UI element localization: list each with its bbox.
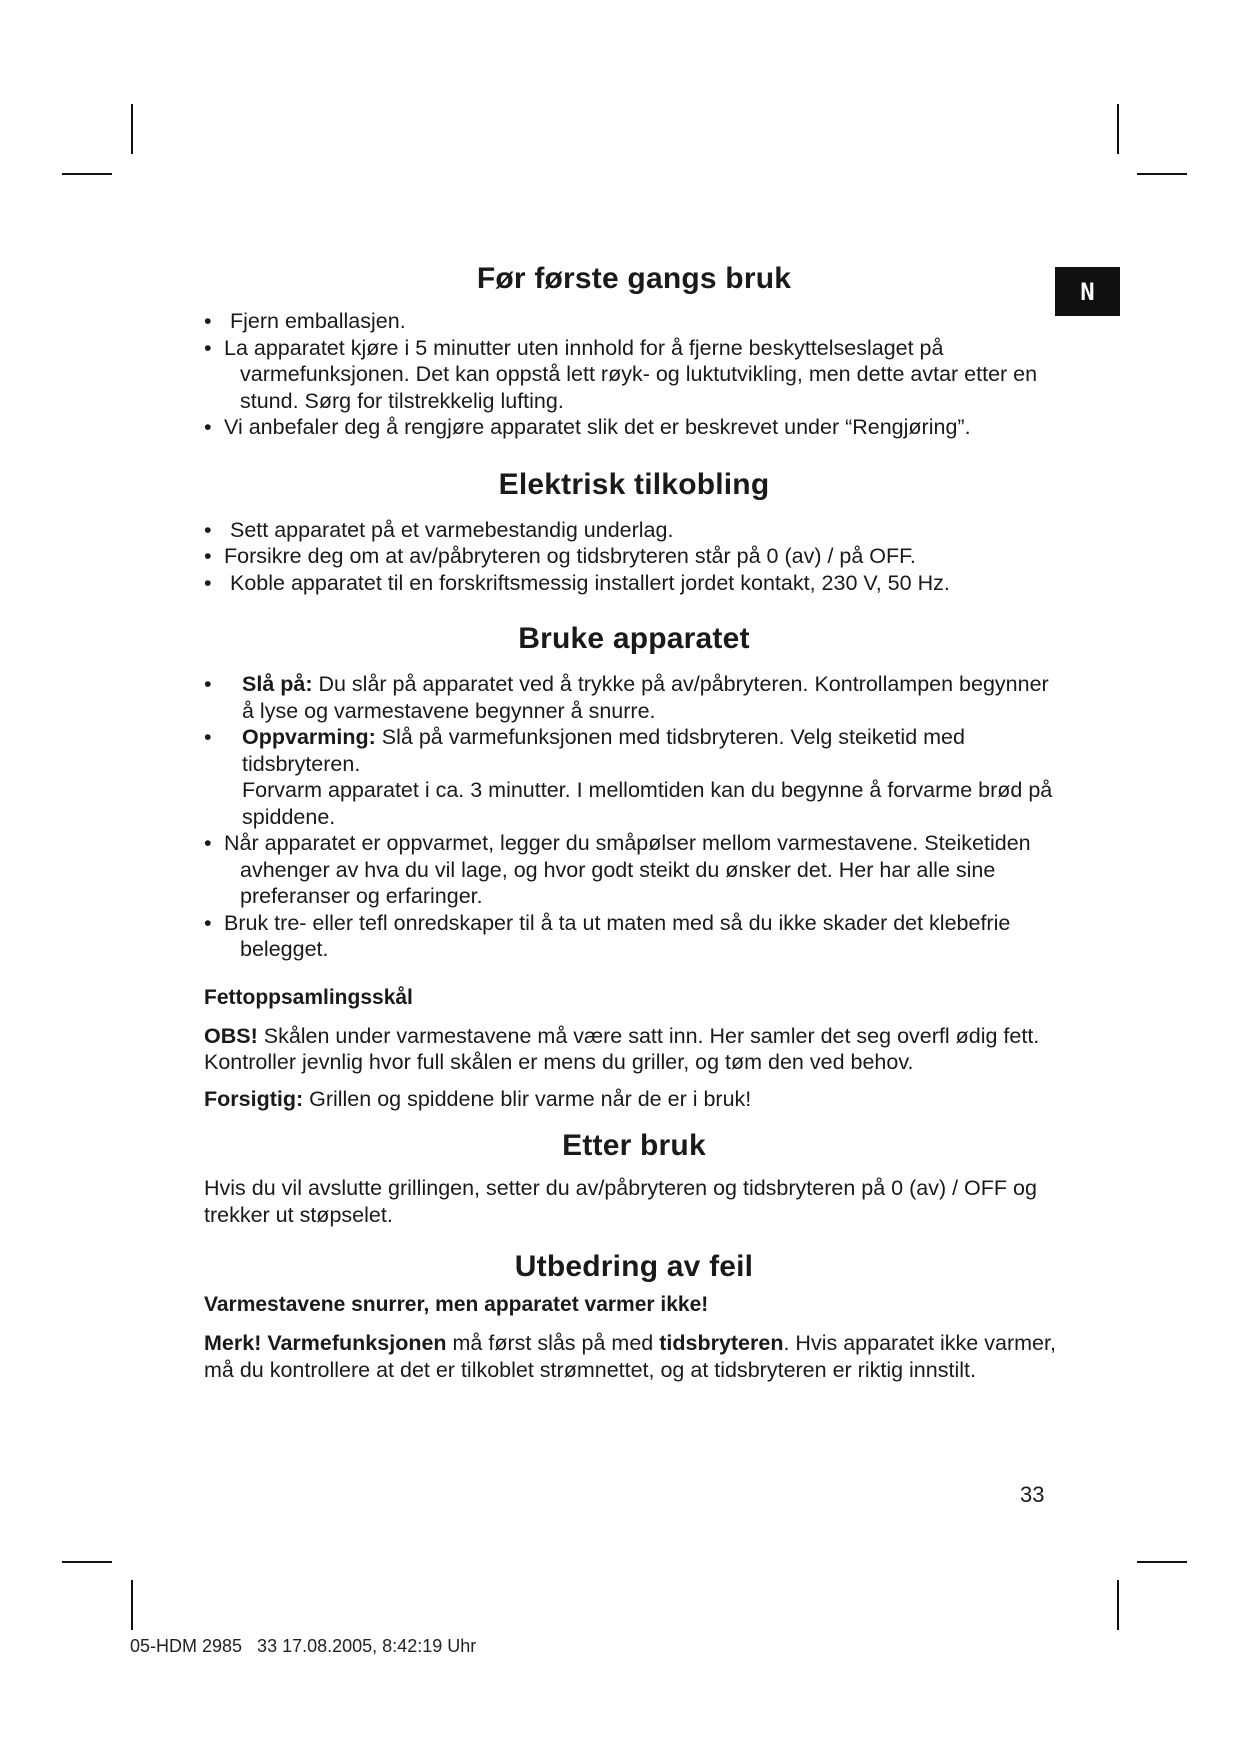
list-item: • Koble apparatet til en forskriftsmessig installert jordet kontakt, 230 V, 50 Hz. (204, 570, 950, 595)
troubleshooting-note: Merk! Varmefunksjonen må først slås på med tidsbryteren. Hvis apparatet ikke varmer, må du kontrollere at det er tilkoblet strømnettet, og at tidsbryteren er riktig innstilt. (204, 1331, 1056, 1382)
list-item: • Slå på: Du slår på apparatet ved å trykke på av/påbryteren. Kontrollampen begynner å lyse og varmestavene begynner å snurre. (204, 672, 1049, 723)
page-number: 33 (1020, 1482, 1045, 1507)
section-title-after-use: Etter bruk (562, 1129, 706, 1162)
crop-mark (1137, 1561, 1187, 1563)
section-title-electrical: Elektrisk tilkobling (498, 467, 770, 501)
print-footer: 05-HDM 2985 33 17.08.2005, 8:42:19 Uhr (130, 1636, 477, 1656)
usage-list (204, 671, 1064, 830)
after-use-text: Hvis du vil avslutte grillingen, setter du av/påbryteren og tidsbryteren på 0 (av) / OFF og trekker ut støpselet. (204, 1176, 1037, 1227)
crop-mark (131, 1580, 133, 1630)
list-item: • Forsikre deg om at av/påbryteren og tidsbryteren står på 0 (av) / på OFF. (204, 544, 916, 568)
crop-mark (1117, 104, 1119, 154)
crop-mark (62, 1561, 112, 1563)
first-use-list (204, 308, 1064, 441)
list-item: • La apparatet kjøre i 5 minutter uten innhold for å fjerne beskyttelseslaget på varmefunksjonen. Det kan oppstå lett røyk- og luktutvikling, men dette avtar etter en stund. Sørg for tilstrekkelig lufting. (204, 335, 1038, 413)
list-item: • Vi anbefaler deg å rengjøre apparatet slik det er beskrevet under “Rengjøring”. (204, 415, 971, 439)
section-title-first-use: Før første gangs bruk (476, 262, 792, 295)
list-item: • Når apparatet er oppvarmet, legger du småpølser mellom varmestavene. Steiketiden avhenger av hva du vil lage, og hvor godt steikt du ønsker det. Her har alle sine preferanser og erfaringer. (204, 831, 1031, 908)
crop-mark (131, 104, 133, 154)
crop-mark (1117, 1580, 1119, 1630)
section-title-troubleshooting: Utbedring av feil (514, 1250, 754, 1283)
crop-mark (62, 173, 112, 175)
list-item: • Bruk tre- eller tefl onredskaper til å ta ut maten med så du ikke skader det klebefrie belegget. (204, 910, 1011, 961)
problem-heading: Varmestavene snurrer, men apparatet varmer ikke! (204, 1293, 709, 1316)
crop-mark (1137, 173, 1187, 175)
electrical-list (204, 517, 1064, 597)
grease-tray-heading: Fettoppsamlingsskål (204, 985, 413, 1009)
usage-list-continued (204, 830, 1064, 963)
page-content (204, 258, 1064, 1383)
list-item: • Fjern emballasjen. (204, 309, 406, 333)
list-item: • Oppvarming: Slå på varmefunksjonen med tidsbryteren. Velg steiketid med tidsbryteren. Forvarm apparatet i ca. 3 minutter. I mellomtiden kan du begynne å forvarme brød på spiddene. (204, 725, 1053, 829)
obs-note: OBS! Skålen under varmestavene må være satt inn. Her samler det seg overfl ødig fett. Kontroller jevnlig hvor full skålen er mens du griller, og tøm den ved behov. (204, 1023, 1040, 1074)
language-tab: N (1055, 267, 1120, 316)
section-title-usage: Bruke apparatet (518, 622, 750, 655)
caution-note: Forsigtig: Grillen og spiddene blir varme når de er i bruk! (204, 1086, 752, 1111)
list-item: • Sett apparatet på et varmebestandig underlag. (204, 517, 674, 542)
